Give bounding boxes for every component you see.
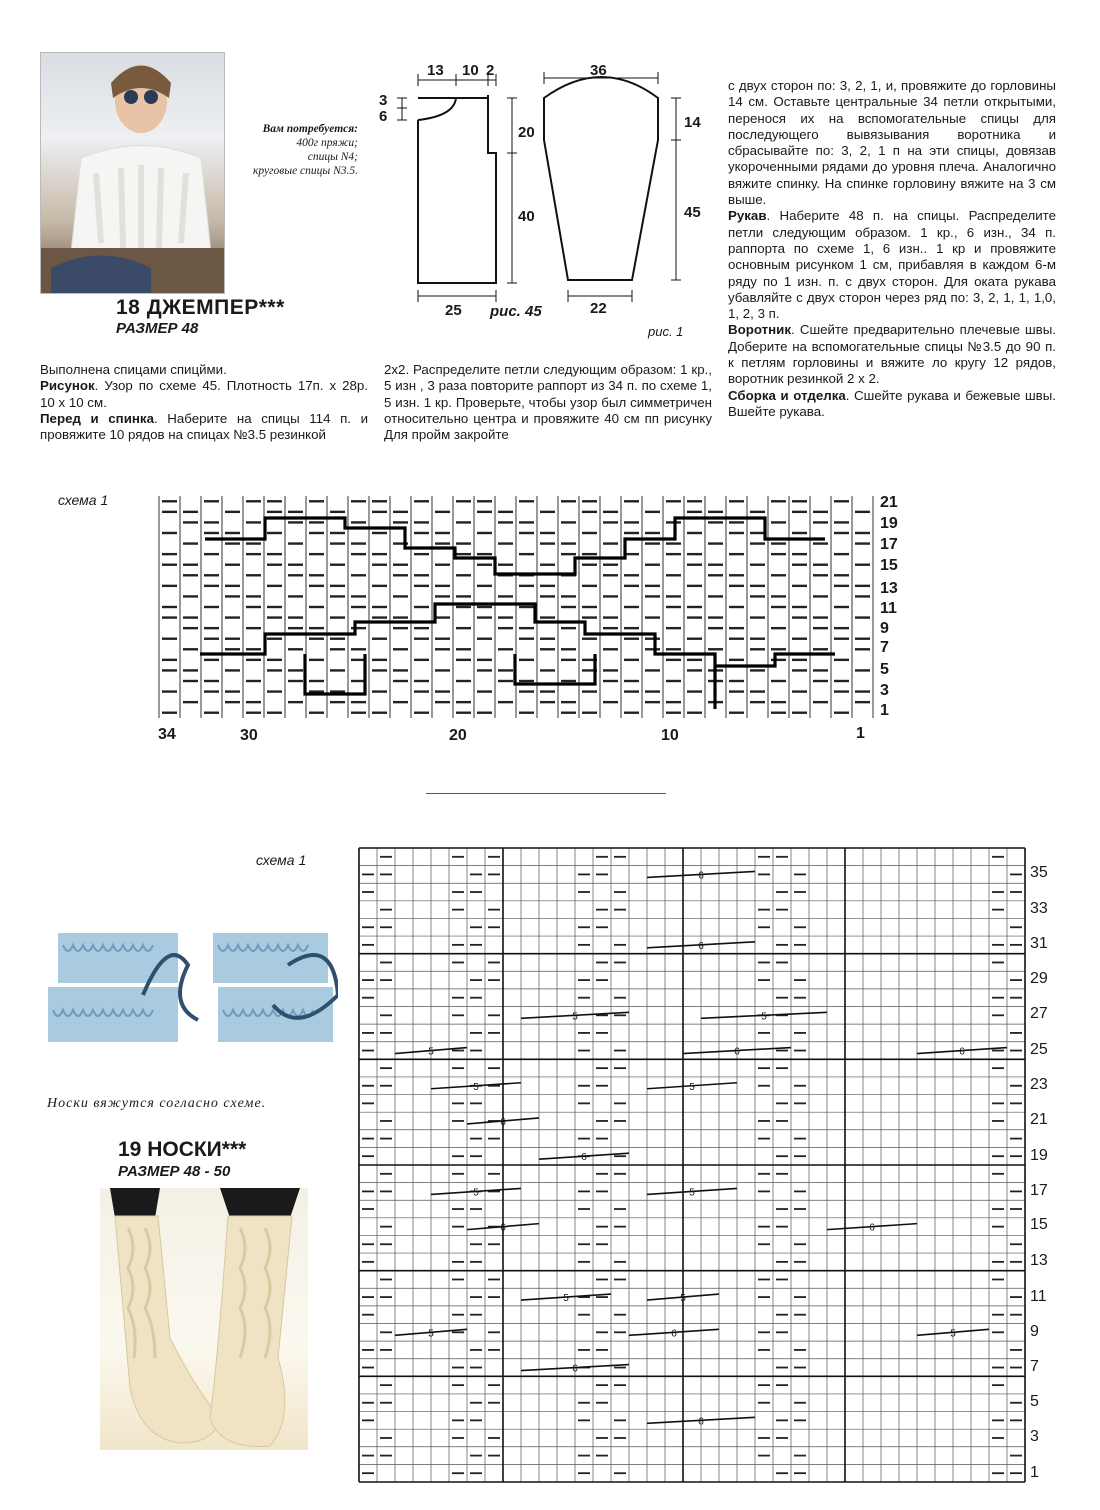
row-number: 3	[1030, 1428, 1039, 1445]
paragraph: Воротник. Сшейте предварительно плечевые швы. Доберите на вспомогательные спицы №3.5 до 90 п. к петлям горловины и вяжите ло кругу 12 рядов, воротник резинкой 2 х 2.	[728, 322, 1056, 387]
socks-caption: Носки вяжутся согласно схеме.	[47, 1096, 267, 1111]
cable-label: 6	[698, 940, 704, 952]
stitch-illustration	[48, 925, 338, 1060]
row-number: 35	[1030, 864, 1048, 881]
dim-sleeve-bottom: 22	[590, 300, 607, 317]
col-number: 30	[240, 727, 258, 744]
row-number: 9	[1030, 1323, 1039, 1340]
dim-length: 40	[518, 208, 535, 225]
row-number: 13	[880, 580, 898, 597]
knitting-chart-1	[155, 494, 877, 722]
row-number: 7	[880, 639, 889, 656]
cable-label: 6	[698, 1416, 704, 1428]
dim-drop1: 3	[379, 92, 388, 109]
cable-label: 5	[473, 1187, 479, 1199]
paragraph: 2х2. Распределите петли следующим образом: 1 кр., 5 изн , 3 раза повторите раппорт из 34 п. по схеме 1, 5 изн. 1 кр. Проверьте, чтобы узор был симметричен относительно центра и провяжите 40 см пп рисунку Для пройм закройте	[384, 362, 712, 443]
sweater-text-col3	[728, 78, 1056, 420]
row-number: 1	[880, 702, 889, 719]
row-number: 11	[880, 600, 897, 617]
row-number: 9	[880, 620, 889, 637]
cable-label: 6	[698, 870, 704, 882]
paragraph: Перед и спинка. Наберите на спицы 114 п. и провяжите 10 рядов на спицах №3.5 резинкой	[40, 410, 368, 443]
cable-label: 6	[869, 1222, 875, 1234]
cable-label: 5	[428, 1328, 434, 1340]
cable-label: 5	[761, 1011, 767, 1023]
cable-label: 6	[581, 1152, 587, 1164]
row-number: 5	[1030, 1393, 1039, 1410]
cable-label: 5	[950, 1328, 956, 1340]
materials-block	[200, 122, 358, 178]
materials-item: 400г пряжи;	[296, 137, 358, 149]
row-number: 33	[1030, 900, 1048, 917]
paragraph: Рукав. Наберите 48 п. на спицы. Распределите петли следующим образом. 1 кр., 6 изн., 34 п. раппорта по схеме 1, 6 изн.. 1 кр и провяжите основным рисунком 1 см, прибавляя в каждом 6-м ряду по 1 изн. п. с двух сторон. Для оката рукава убавляйте с двух сторон через ряд по: 3, 2, 1, 1, 1,0, 1, 2, 3 п.	[728, 208, 1056, 322]
dim-neck2: 2	[486, 62, 495, 79]
cable-label: 6	[500, 1222, 506, 1234]
row-number: 21	[880, 494, 898, 511]
row-number: 27	[1030, 1005, 1048, 1022]
cable-label: 6	[500, 1116, 506, 1128]
row-number: 17	[880, 536, 898, 553]
row-number: 19	[1030, 1147, 1048, 1164]
row-number: 15	[880, 557, 898, 574]
row-number: 7	[1030, 1358, 1039, 1375]
cable-label: 5	[689, 1081, 695, 1093]
dim-sleeve-length: 45	[684, 204, 701, 221]
row-number: 25	[1030, 1041, 1048, 1058]
row-number: 1	[1030, 1464, 1039, 1481]
col-number: 1	[856, 725, 865, 742]
materials-title: Вам потребуется:	[262, 123, 358, 135]
socks-size: РАЗМЕР 48 - 50	[118, 1163, 231, 1180]
materials-item: спицы N4;	[307, 151, 358, 163]
row-number: 21	[1030, 1111, 1048, 1128]
chart1-label: схема 1	[58, 492, 109, 508]
row-number: 23	[1030, 1076, 1048, 1093]
col-number: 20	[449, 727, 467, 744]
knitting-chart-2	[357, 846, 1027, 1486]
cable-label: 5	[572, 1011, 578, 1023]
cable-label: 5	[473, 1081, 479, 1093]
cable-label: 6	[572, 1363, 578, 1375]
figure-label: рис. 45	[490, 303, 542, 320]
row-number: 3	[880, 682, 889, 699]
cable-label: 5	[428, 1046, 434, 1058]
col-number: 34	[158, 726, 176, 743]
dim-armhole: 20	[518, 124, 535, 141]
chart2-row-numbers	[1030, 846, 1070, 1486]
socks-photo	[100, 1188, 308, 1450]
dim-width: 25	[445, 302, 462, 319]
cable-label: 6	[734, 1046, 740, 1058]
row-number: 11	[1030, 1288, 1047, 1305]
chart2-label: схема 1	[256, 852, 307, 868]
chart2-rapport-lines	[359, 848, 1025, 1482]
materials-item: круговые спицы N3.5.	[252, 165, 358, 177]
paragraph: Выполнена спицами спицйми.	[40, 362, 227, 377]
cable-label: 5	[680, 1293, 686, 1305]
figure-label-2: рис. 1	[648, 324, 684, 339]
row-number: 17	[1030, 1182, 1048, 1199]
sweater-text-col2	[384, 362, 712, 443]
row-number: 15	[1030, 1216, 1048, 1233]
row-number: 13	[1030, 1252, 1048, 1269]
paragraph: Сборка и отделка. Сшейте рукава и бежевые швы. Вшейте рукава.	[728, 387, 1056, 419]
col-number: 10	[661, 727, 679, 744]
sweater-title: 18 ДЖЕМПЕР***	[116, 296, 285, 319]
paragraph: с двух сторон по: 3, 2, 1, и, провяжите до горловины 14 см. Оставьте центральные 34 петли открытыми, перенося их на вспомогательные спицы для последующего вывязывания воротника и сбрасывайте по: 3, 2, 1 п на эти спицы, довязав укороченными рядами до уровня плеча. Аналогично вяжите спинку. На спинке горловину вяжите на 3 см выше.	[728, 78, 1056, 208]
woman-in-sweater-image	[41, 53, 224, 293]
paragraph: Рисунок. Узор по схеме 45. Плотность 17п. х 28р. 10 х 10 см.	[40, 378, 368, 410]
cable-label: 5	[563, 1293, 569, 1305]
cable-label: 5	[689, 1187, 695, 1199]
row-number: 29	[1030, 970, 1048, 987]
row-number: 5	[880, 661, 889, 678]
sweater-photo	[40, 52, 225, 294]
sweater-size: РАЗМЕР 48	[116, 320, 199, 337]
dim-shoulder: 13	[427, 62, 444, 79]
socks-title: 19 НОСКИ***	[118, 1138, 247, 1161]
dim-sleeve-top: 36	[590, 62, 607, 79]
cable-label: 6	[671, 1328, 677, 1340]
section-divider	[426, 793, 666, 794]
sweater-text-col1	[40, 362, 368, 443]
row-number: 19	[880, 515, 898, 532]
cable-label: 6	[959, 1046, 965, 1058]
dim-neck: 10	[462, 62, 479, 79]
dim-sleeve-cap: 14	[684, 114, 701, 131]
row-number: 31	[1030, 935, 1048, 952]
dim-drop2: 6	[379, 108, 388, 125]
socks-image	[100, 1188, 308, 1450]
